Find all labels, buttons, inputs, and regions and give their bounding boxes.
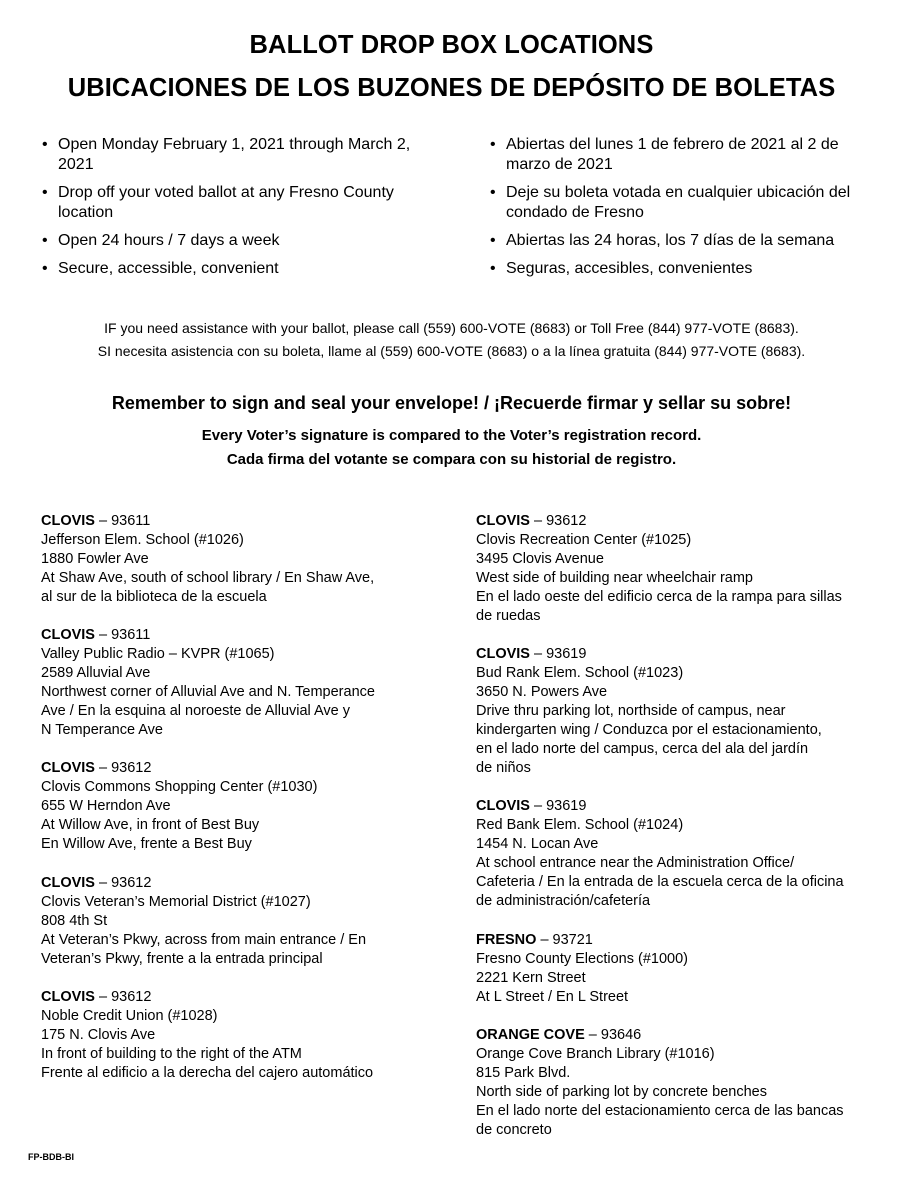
location-line: 808 4th St: [41, 913, 108, 929]
location-line: Orange Cove Branch Library (#1016): [476, 1046, 715, 1062]
form-code: FP-BDB-BI: [28, 1152, 74, 1162]
location-heading: [476, 931, 881, 950]
location-zip: – 93619: [529, 798, 587, 814]
location-entry: [41, 759, 441, 854]
location-line: 3495 Clovis Avenue: [476, 551, 604, 567]
info-item: • Open 24 hours / 7 days a week: [40, 231, 445, 251]
location-line: 2589 Alluvial Ave: [41, 665, 151, 681]
location-line: Noble Credit Union (#1028): [41, 1008, 218, 1024]
location-line: Ave / En la esquina al noroeste de Alluvial Ave y: [41, 703, 351, 719]
location-line: Northwest corner of Alluvial Ave and N. Temperance: [41, 684, 375, 700]
location-entry: [41, 988, 441, 1083]
location-line: Clovis Commons Shopping Center (#1030): [41, 779, 318, 795]
location-line: At L Street / En L Street: [476, 989, 629, 1005]
location-line: North side of parking lot by concrete benches: [476, 1084, 767, 1100]
location-zip: – 93612: [94, 989, 152, 1005]
location-line: At Veteran’s Pkwy, across from main entrance / En: [41, 932, 367, 948]
location-entry: [41, 874, 441, 969]
location-heading: [476, 645, 881, 664]
location-city: FRESNO: [476, 932, 537, 948]
sign-seal-reminder: Remember to sign and seal your envelope! / ¡Recuerde firmar y sellar su sobre!: [111, 393, 792, 413]
location-city: CLOVIS: [41, 760, 95, 776]
location-heading: [41, 626, 441, 645]
location-line: Frente al edificio a la derecha del cajero automático: [41, 1065, 374, 1081]
info-item: • Seguras, accesibles, convenientes: [488, 259, 878, 279]
location-line: Valley Public Radio – KVPR (#1065): [41, 646, 275, 662]
signature-note-spanish: Cada firma del votante se compara con su historial de registro.: [226, 451, 677, 468]
location-line: En Willow Ave, frente a Best Buy: [41, 836, 252, 852]
location-city: ORANGE COVE: [476, 1027, 585, 1043]
location-line: Clovis Recreation Center (#1025): [476, 532, 692, 548]
location-city: CLOVIS: [476, 646, 530, 662]
location-entry: [41, 626, 441, 740]
location-line: Cafeteria / En la entrada de la escuela cerca de la oficina: [476, 874, 844, 890]
location-heading: [41, 874, 441, 893]
location-entry: [476, 797, 881, 911]
location-zip: – 93612: [529, 513, 587, 529]
location-line: de niños: [476, 760, 531, 776]
info-list-english: [40, 135, 445, 287]
location-zip: – 93619: [529, 646, 587, 662]
location-line: Jefferson Elem. School (#1026): [41, 532, 244, 548]
location-line: 2221 Kern Street: [476, 970, 586, 986]
location-line: 3650 N. Powers Ave: [476, 684, 608, 700]
location-line: Clovis Veteran’s Memorial District (#1027): [41, 894, 311, 910]
location-zip: – 93612: [94, 760, 152, 776]
location-line: West side of building near wheelchair ramp: [476, 570, 753, 586]
location-line: de ruedas: [476, 608, 541, 624]
location-city: CLOVIS: [476, 513, 530, 529]
location-line: In front of building to the right of the ATM: [41, 1046, 302, 1062]
location-line: Red Bank Elem. School (#1024): [476, 817, 684, 833]
info-item: • Secure, accessible, convenient: [40, 259, 445, 279]
assistance-spanish: SI necesita asistencia con su boleta, llame al (559) 600-VOTE (8683) o a la línea gratuita (844) 977-VOTE (8683).: [97, 343, 806, 359]
location-city: CLOVIS: [41, 627, 95, 643]
location-zip: – 93611: [94, 513, 151, 529]
location-line: al sur de la biblioteca de la escuela: [41, 589, 267, 605]
location-zip: – 93721: [536, 932, 593, 948]
location-heading: [476, 512, 881, 531]
location-entry: [476, 1026, 881, 1140]
location-line: de concreto: [476, 1122, 552, 1138]
location-zip: – 93612: [94, 875, 152, 891]
assistance-english: IF you need assistance with your ballot, please call (559) 600-VOTE (8683) or Toll Free (844) 977-VOTE (8683).: [104, 320, 799, 336]
location-line: Fresno County Elections (#1000): [476, 951, 688, 967]
signature-note-english: Every Voter’s signature is compared to the Voter’s registration record.: [201, 427, 702, 444]
location-line: kindergarten wing / Conduzca por el estacionamiento,: [476, 722, 822, 738]
location-city: CLOVIS: [41, 989, 95, 1005]
location-line: Veteran’s Pkwy, frente a la entrada principal: [41, 951, 323, 967]
location-entry: [476, 512, 881, 626]
location-line: En el lado norte del estacionamiento cerca de las bancas: [476, 1103, 844, 1119]
info-item: • Drop off your voted ballot at any Fresno County location: [40, 183, 445, 223]
page-title-spanish: UBICACIONES DE LOS BUZONES DE DEPÓSITO DE BOLETAS: [67, 74, 836, 102]
location-city: CLOVIS: [41, 513, 95, 529]
info-item: • Abiertas del lunes 1 de febrero de 2021 al 2 de marzo de 2021: [488, 135, 878, 175]
location-line: 1454 N. Locan Ave: [476, 836, 599, 852]
location-line: N Temperance Ave: [41, 722, 163, 738]
location-line: 175 N. Clovis Ave: [41, 1027, 156, 1043]
location-line: En el lado oeste del edificio cerca de la rampa para sillas: [476, 589, 842, 605]
location-line: Drive thru parking lot, northside of campus, near: [476, 703, 786, 719]
location-line: Bud Rank Elem. School (#1023): [476, 665, 684, 681]
location-entry: [476, 931, 881, 1007]
location-line: en el lado norte del campus, cerca del ala del jardín: [476, 741, 809, 757]
location-zip: – 93646: [584, 1027, 642, 1043]
location-entry: [41, 512, 441, 607]
location-heading: [476, 797, 881, 816]
location-line: 655 W Herndon Ave: [41, 798, 171, 814]
location-line: At Willow Ave, in front of Best Buy: [41, 817, 260, 833]
location-city: CLOVIS: [41, 875, 95, 891]
location-city: CLOVIS: [476, 798, 530, 814]
location-line: At school entrance near the Administration Office/: [476, 855, 795, 871]
location-line: 1880 Fowler Ave: [41, 551, 149, 567]
location-line: 815 Park Blvd.: [476, 1065, 571, 1081]
location-entry: [476, 645, 881, 778]
location-heading: [476, 1026, 881, 1045]
location-heading: [41, 759, 441, 778]
location-line: de administración/cafetería: [476, 893, 651, 909]
location-zip: – 93611: [94, 627, 151, 643]
info-item: • Open Monday February 1, 2021 through March 2, 2021: [40, 135, 445, 175]
location-heading: [41, 512, 441, 531]
location-heading: [41, 988, 441, 1007]
info-list-spanish: [488, 135, 878, 287]
info-item: • Deje su boleta votada en cualquier ubicación del condado de Fresno: [488, 183, 878, 223]
location-line: At Shaw Ave, south of school library / En Shaw Ave,: [41, 570, 375, 586]
page-title: BALLOT DROP BOX LOCATIONS: [249, 31, 654, 59]
info-item: • Abiertas las 24 horas, los 7 días de la semana: [488, 231, 878, 251]
